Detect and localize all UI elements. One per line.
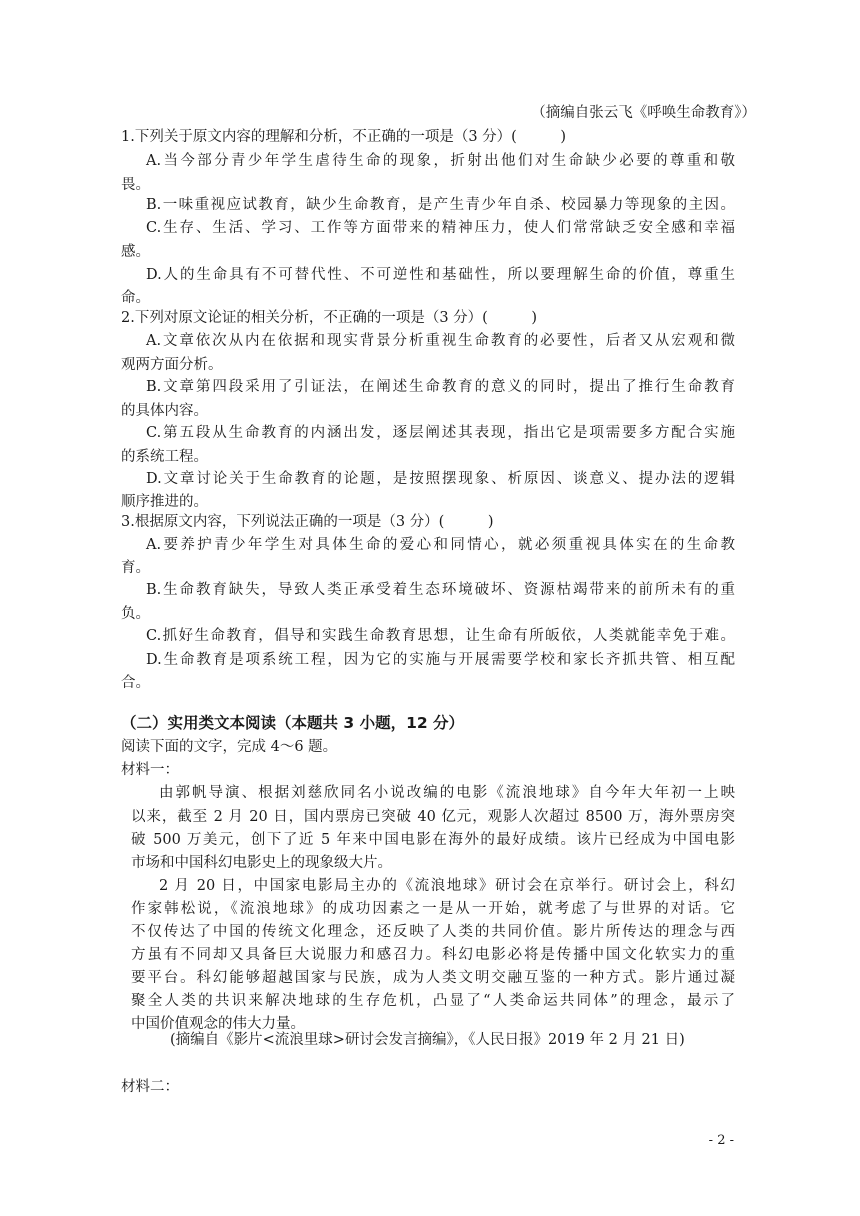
material-1-source: (摘编自《影片<流浪里球>研讨会发言摘编》，《人民日报》2019 年 2 月 21 日) [170,1032,685,1048]
material-1-paragraph-line: 不仅传达了中国的传统文化理念，还反映了人类的共同价值。影片所传达的理念与西 [131,924,735,940]
material-1-label: 材料一： [121,762,179,778]
q1-option-d: D.人的生命具有不可替代性、不可逆性和基础性，所以要理解生命的价值，尊重生 [146,267,735,283]
material-1-paragraph-line: 由郭帆导演、根据刘慈欣同名小说改编的电影《流浪地球》自今年大年初一上映 [159,785,735,801]
q3-option-b-cont: 负。 [121,606,150,622]
page-number: - 2 - [708,1133,734,1148]
q2-option-b-cont: 的具体内容。 [121,403,208,419]
material-1-paragraph-line: 中国价值观念的伟大力量。 [131,1016,305,1032]
material-1-paragraph-line: 2 月 20 日，中国家电影局主办的《流浪地球》研讨会在京举行。研讨会上，科幻 [159,878,735,894]
material-1-paragraph-line: 破 500 万美元，创下了近 5 年来中国电影在海外的最好成绩。该片已经成为中国电影 [131,832,735,848]
q2-option-c: C.第五段从生命教育的内涵出发，逐层阐述其表现，指出它是项需要多方配合实施 [146,425,735,441]
q3-option-a: A.要养护青少年学生对具体生命的爱心和同情心，就必须重视具体实在的生命教 [146,537,735,553]
q3-option-d: D.生命教育是项系统工程，因为它的实施与开展需要学校和家长齐抓共管、相互配 [146,652,735,668]
q2-option-d: D.文章讨论关于生命教育的论题，是按照摆现象、析原因、谈意义、提办法的逻辑 [146,471,735,487]
q3-option-b: B.生命教育缺失，导致人类正承受着生态环境破坏、资源枯竭带来的前所未有的重 [146,582,735,598]
material-1-paragraph-line: 市场和中国科幻电影史上的现象级大片。 [131,855,392,871]
q1-option-c-cont: 感。 [121,244,150,260]
q2-option-c-cont: 的系统工程。 [121,449,208,465]
q1-option-a-cont: 畏。 [121,177,150,193]
material-2-label: 材料二： [121,1079,179,1095]
q2-option-b: B.文章第四段采用了引证法，在阐述生命教育的意义的同时，提出了推行生命教育 [146,379,735,395]
q1-option-d-cont: 命。 [121,290,150,306]
source-citation: （摘编自张云飞《呼唤生命教育》） [531,105,756,121]
material-1-paragraph-line: 要平台。科幻能够超越国家与民族，成为人类文明交融互鉴的一种方式。影片通过凝 [131,970,735,986]
q2-option-a: A.文章依次从内在依据和现实背景分析重视生命教育的必要性，后者又从宏观和微 [146,333,735,349]
material-1-paragraph-line: 以来，截至 2 月 20 日，国内票房已突破 40 亿元，观影人次超过 8500 万，海外票房突 [131,809,735,825]
material-1-paragraph-line: 方虽有不同却又具备巨大说服力和感召力。科幻电影必将是传播中国文化软实力的重 [131,947,735,963]
q1-option-a: A.当今部分青少年学生虐待生命的现象，折射出他们对生命缺少必要的尊重和敬 [146,153,735,169]
q1-stem: 1.下列关于原文内容的理解和分析，不正确的一项是（3 分）( ) [121,129,566,145]
q2-option-a-cont: 观两方面分析。 [121,357,223,373]
q2-option-d-cont: 顺序推进的。 [121,494,208,510]
reading-instruction: 阅读下面的文字，完成 4～6 题。 [121,739,338,755]
q3-stem: 3.根据原文内容，下列说法正确的一项是（3 分）( ) [121,514,494,530]
q3-option-c: C.抓好生命教育，倡导和实践生命教育思想，让生命有所皈依，人类就能幸免于难。 [146,628,735,644]
q2-stem: 2.下列对原文论证的相关分析，不正确的一项是（3 分）( ) [121,310,537,326]
material-1-paragraph-line: 聚全人类的共识来解决地球的生存危机，凸显了“人类命运共同体”的理念，最示了 [131,993,735,1009]
q3-option-a-cont: 育。 [121,560,150,576]
q1-option-c: C.生存、生活、学习、工作等方面带来的精神压力，使人们常常缺乏安全感和幸福 [146,220,735,236]
material-1-paragraph-line: 作家韩松说，《流浪地球》的成功因素之一是从一开始，就考虑了与世界的对话。它 [131,901,735,917]
section-heading: （二）实用类文本阅读（本题共 3 小题，12 分） [121,714,465,732]
q1-option-b: B.一味重视应试教育，缺少生命教育，是产生青少年自杀、校园暴力等现象的主因。 [146,197,735,213]
q3-option-d-cont: 合。 [121,675,150,691]
